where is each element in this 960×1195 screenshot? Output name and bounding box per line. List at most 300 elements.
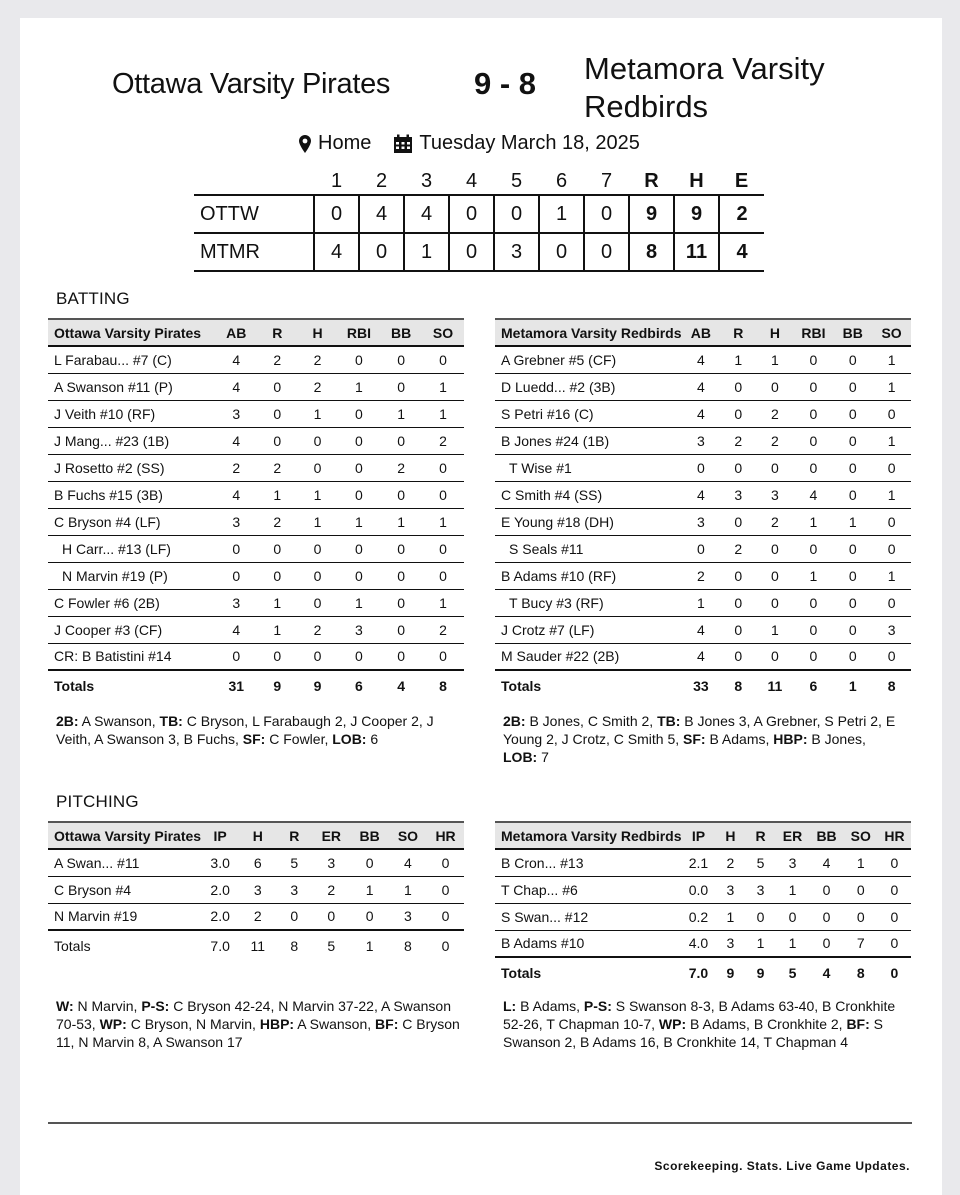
- total-r: 9: [745, 957, 775, 987]
- stat-rbi: 0: [794, 616, 834, 643]
- stat-ab: 2: [215, 454, 257, 481]
- note-key: P-S:: [141, 998, 170, 1014]
- stat-h: 0: [297, 535, 337, 562]
- player-name: M Sauder #22 (2B): [495, 643, 682, 670]
- col-header-r: R: [257, 319, 297, 346]
- total-h: 11: [756, 670, 793, 700]
- stat-so: 0: [422, 562, 464, 589]
- stat-hr: 0: [427, 876, 464, 903]
- stat-r: 0: [720, 508, 756, 535]
- inning-score: 4: [314, 233, 359, 271]
- player-name: A Swan... #11: [48, 849, 201, 876]
- location-label: Home: [318, 132, 372, 154]
- stat-rbi: 0: [338, 346, 381, 373]
- col-header-so: SO: [389, 822, 427, 849]
- total-bb: 1: [350, 930, 388, 960]
- batter-row: [495, 589, 911, 616]
- stat-r: 0: [257, 643, 297, 670]
- col-header-er: ER: [776, 822, 810, 849]
- stat-h: 3: [239, 876, 276, 903]
- col-header-bb: BB: [380, 319, 422, 346]
- batter-row: [495, 427, 911, 454]
- stat-h: 0: [297, 427, 337, 454]
- inning-score: 0: [359, 233, 404, 271]
- note-key: 2B:: [56, 713, 79, 729]
- stat-h: 2: [756, 400, 793, 427]
- stat-rbi: 0: [794, 643, 834, 670]
- stat-h: 1: [297, 481, 337, 508]
- stat-rbi: 3: [338, 616, 381, 643]
- stat-rbi: 1: [794, 508, 834, 535]
- total-r: 8: [276, 930, 312, 960]
- player-name: S Petri #16 (C): [495, 400, 682, 427]
- note-key: P-S:: [583, 998, 612, 1014]
- stat-h: 2: [239, 903, 276, 930]
- stat-so: 0: [844, 876, 878, 903]
- stat-bb: 0: [380, 346, 422, 373]
- stat-h: 0: [297, 589, 337, 616]
- stat-h: 0: [297, 643, 337, 670]
- pitching-table-home: [48, 821, 464, 960]
- stat-ab: 3: [215, 400, 257, 427]
- team-header: Metamora Varsity Redbirds: [495, 822, 682, 849]
- stat-r: 2: [720, 535, 756, 562]
- total-ab: 31: [215, 670, 257, 700]
- stat-hr: 0: [878, 903, 911, 930]
- stat-r: 3: [276, 876, 312, 903]
- batting-table-home: [48, 318, 464, 700]
- stat-rbi: 0: [794, 373, 834, 400]
- batter-row: [495, 535, 911, 562]
- away-team-name: [584, 50, 884, 126]
- batter-row: [495, 616, 911, 643]
- note-value: B Adams,: [705, 731, 774, 747]
- pitcher-row: [48, 876, 464, 903]
- stat-ab: 2: [682, 562, 721, 589]
- batting-table-away: [495, 318, 911, 700]
- note-value: S Swanson 2, B Adams 16, B Cronkhite 14, T Chapman 4: [503, 1016, 883, 1050]
- batter-row: [48, 400, 464, 427]
- stat-bb: 0: [833, 562, 872, 589]
- batter-row: [495, 643, 911, 670]
- inning-score: 1: [404, 233, 449, 271]
- total-ip: 7.0: [201, 930, 239, 960]
- col-header-r: R: [276, 822, 312, 849]
- total-rbi: 6: [794, 670, 834, 700]
- stat-r: 0: [720, 589, 756, 616]
- hits-total: 11: [674, 233, 719, 271]
- player-name: B Fuchs #15 (3B): [48, 481, 215, 508]
- hits-total: 9: [674, 195, 719, 233]
- inning-score: 1: [539, 195, 584, 233]
- pitching-table-away: [495, 821, 911, 987]
- linescore-table: [194, 168, 764, 272]
- player-name: J Veith #10 (RF): [48, 400, 215, 427]
- note-key: HBP:: [259, 1016, 295, 1032]
- note-key: SF:: [242, 731, 266, 747]
- col-header-rbi: RBI: [794, 319, 834, 346]
- stat-bb: 1: [350, 876, 388, 903]
- note-value: N Marvin,: [73, 998, 142, 1014]
- note-value: A Swanson,: [294, 1016, 376, 1032]
- stat-so: 1: [422, 400, 464, 427]
- total-so: 8: [872, 670, 911, 700]
- stat-ip: 2.1: [682, 849, 716, 876]
- batter-row: [48, 535, 464, 562]
- note-value: B Jones 3, A Grebner, S Petri 2, E Young 2, J Crotz, C Smith 5,: [503, 713, 896, 747]
- batter-row: [495, 481, 911, 508]
- batter-row: [48, 562, 464, 589]
- stat-rbi: 0: [338, 643, 381, 670]
- player-name: S Swan... #12: [495, 903, 682, 930]
- runs-header: R: [644, 169, 659, 192]
- linescore-row-home: [194, 195, 764, 233]
- total-ab: 33: [682, 670, 721, 700]
- stat-so: 1: [422, 589, 464, 616]
- note-key: HBP:: [773, 731, 808, 747]
- stat-bb: 0: [809, 903, 843, 930]
- stat-bb: 0: [833, 427, 872, 454]
- stat-bb: 0: [380, 427, 422, 454]
- stat-so: 7: [844, 930, 878, 957]
- stat-er: 2: [312, 876, 350, 903]
- col-header-h: H: [715, 822, 745, 849]
- stat-h: 3: [715, 930, 745, 957]
- stat-bb: 0: [380, 589, 422, 616]
- stat-so: 0: [422, 643, 464, 670]
- stat-rbi: 0: [794, 400, 834, 427]
- stat-ab: 4: [215, 373, 257, 400]
- total-h: 9: [297, 670, 337, 700]
- stat-h: 0: [756, 562, 793, 589]
- stat-r: 1: [720, 346, 756, 373]
- stat-h: 0: [756, 373, 793, 400]
- stat-h: 6: [239, 849, 276, 876]
- stat-r: 1: [257, 616, 297, 643]
- stat-so: 0: [422, 481, 464, 508]
- stat-hr: 0: [427, 849, 464, 876]
- stat-ab: 1: [682, 589, 721, 616]
- stat-bb: 2: [380, 454, 422, 481]
- stat-er: 3: [776, 849, 810, 876]
- stat-so: 3: [872, 616, 911, 643]
- totals-row: [48, 670, 464, 700]
- total-er: 5: [776, 957, 810, 987]
- total-bb: 4: [809, 957, 843, 987]
- stat-bb: 0: [380, 373, 422, 400]
- total-so: 8: [844, 957, 878, 987]
- player-name: B Adams #10: [495, 930, 682, 957]
- stat-ab: 4: [682, 346, 721, 373]
- stat-so: 2: [422, 427, 464, 454]
- note-key: LOB:: [503, 749, 538, 765]
- player-name: B Jones #24 (1B): [495, 427, 682, 454]
- stat-r: 1: [257, 481, 297, 508]
- total-bb: 1: [833, 670, 872, 700]
- stat-ip: 4.0: [682, 930, 716, 957]
- player-name: T Chap... #6: [495, 876, 682, 903]
- player-name: N Marvin #19 (P): [48, 562, 215, 589]
- stat-er: 3: [312, 849, 350, 876]
- note-value: B Adams, B Cronkhite 2,: [686, 1016, 847, 1032]
- batter-row: [48, 643, 464, 670]
- stat-ab: 0: [682, 535, 721, 562]
- col-header-bb: BB: [350, 822, 388, 849]
- game-meta: [298, 132, 640, 155]
- stat-r: 2: [257, 508, 297, 535]
- team-header: Ottawa Varsity Pirates: [48, 822, 201, 849]
- pitching-notes-away: [503, 997, 903, 1051]
- note-key: TB:: [657, 713, 681, 729]
- stat-bb: 0: [833, 400, 872, 427]
- inning-1-header: 1: [330, 169, 343, 192]
- stat-ab: 4: [215, 346, 257, 373]
- pitching-notes-home: [56, 997, 466, 1051]
- stat-rbi: 0: [794, 346, 834, 373]
- totals-row: [48, 930, 464, 960]
- batter-row: [48, 373, 464, 400]
- stat-ab: 4: [682, 481, 721, 508]
- total-er: 5: [312, 930, 350, 960]
- stat-so: 4: [389, 849, 427, 876]
- total-r: 9: [257, 670, 297, 700]
- stat-so: 0: [872, 535, 911, 562]
- stat-h: 2: [297, 616, 337, 643]
- note-value: C Bryson, L Farabaugh 2, J Cooper 2, J Veith, A Swanson 3, B Fuchs,: [56, 713, 434, 747]
- linescore-team-abbr: MTMR: [194, 233, 314, 271]
- stat-r: 2: [257, 454, 297, 481]
- stat-r: 0: [720, 562, 756, 589]
- player-name: A Swanson #11 (P): [48, 373, 215, 400]
- col-header-r: R: [720, 319, 756, 346]
- away-team-name-line2: Redbirds: [584, 89, 709, 124]
- stat-so: 0: [422, 535, 464, 562]
- stat-rbi: 0: [338, 427, 381, 454]
- stat-bb: 0: [350, 903, 388, 930]
- stat-h: 0: [297, 454, 337, 481]
- pitcher-row: [48, 903, 464, 930]
- linescore-team-header: [194, 168, 314, 195]
- stat-header-row: [48, 822, 464, 849]
- total-h: 11: [239, 930, 276, 960]
- stat-so: 0: [844, 903, 878, 930]
- stat-bb: 4: [809, 849, 843, 876]
- stat-bb: 0: [833, 373, 872, 400]
- note-value: A Swanson,: [78, 713, 160, 729]
- stat-h: 1: [297, 508, 337, 535]
- footer-tagline: Scorekeeping. Stats. Live Game Updates.: [654, 1159, 910, 1173]
- stat-r: 0: [257, 400, 297, 427]
- stat-h: 2: [715, 849, 745, 876]
- stat-ab: 3: [682, 427, 721, 454]
- note-key: WP:: [99, 1016, 127, 1032]
- stat-bb: 0: [350, 849, 388, 876]
- stat-h: 2: [297, 346, 337, 373]
- linescore-row-away: [194, 233, 764, 271]
- col-header-h: H: [239, 822, 276, 849]
- col-header-bb: BB: [809, 822, 843, 849]
- totals-label: Totals: [495, 957, 682, 987]
- note-key: WP:: [658, 1016, 687, 1032]
- stat-rbi: 4: [794, 481, 834, 508]
- batter-row: [495, 454, 911, 481]
- player-name: CR: B Batistini #14: [48, 643, 215, 670]
- note-key: 2B:: [503, 713, 526, 729]
- stat-ab: 3: [682, 508, 721, 535]
- player-name: J Cooper #3 (CF): [48, 616, 215, 643]
- note-value: 6: [366, 731, 379, 747]
- player-name: J Mang... #23 (1B): [48, 427, 215, 454]
- stat-r: 5: [276, 849, 312, 876]
- stat-ab: 3: [215, 589, 257, 616]
- stat-rbi: 1: [338, 373, 381, 400]
- batter-row: [48, 454, 464, 481]
- stat-bb: 0: [809, 930, 843, 957]
- col-header-rbi: RBI: [338, 319, 381, 346]
- runs-total: 9: [629, 195, 674, 233]
- batter-row: [495, 400, 911, 427]
- inning-score: 0: [449, 195, 494, 233]
- stat-bb: 0: [833, 481, 872, 508]
- player-name: T Wise #1: [495, 454, 682, 481]
- stat-ab: 4: [682, 373, 721, 400]
- player-name: A Grebner #5 (CF): [495, 346, 682, 373]
- stat-bb: 0: [833, 643, 872, 670]
- stat-rbi: 1: [794, 562, 834, 589]
- stat-bb: 1: [380, 508, 422, 535]
- stat-so: 1: [872, 346, 911, 373]
- stat-h: 1: [715, 903, 745, 930]
- stat-so: 1: [422, 373, 464, 400]
- total-h: 9: [715, 957, 745, 987]
- total-ip: 7.0: [682, 957, 716, 987]
- stat-so: 3: [389, 903, 427, 930]
- stat-so: 0: [422, 454, 464, 481]
- stat-rbi: 0: [338, 481, 381, 508]
- stat-r: 0: [257, 562, 297, 589]
- stat-bb: 0: [833, 454, 872, 481]
- player-name: E Young #18 (DH): [495, 508, 682, 535]
- note-key: LOB:: [332, 731, 367, 747]
- inning-2-header: 2: [375, 169, 388, 192]
- stat-so: 2: [422, 616, 464, 643]
- inning-score: 0: [584, 233, 629, 271]
- errors-header: E: [734, 169, 749, 192]
- stat-h: 1: [756, 346, 793, 373]
- player-name: C Bryson #4 (LF): [48, 508, 215, 535]
- totals-row: [495, 670, 911, 700]
- stat-so: 0: [872, 589, 911, 616]
- stat-r: 0: [720, 643, 756, 670]
- player-name: C Bryson #4: [48, 876, 201, 903]
- player-name: C Fowler #6 (2B): [48, 589, 215, 616]
- stat-bb: 0: [833, 535, 872, 562]
- stat-h: 1: [297, 400, 337, 427]
- batting-notes-away: [503, 712, 903, 766]
- stat-header-row: [495, 319, 911, 346]
- stat-so: 1: [872, 427, 911, 454]
- stat-ab: 0: [215, 562, 257, 589]
- col-header-h: H: [756, 319, 793, 346]
- stat-so: 0: [422, 346, 464, 373]
- note-value: C Fowler,: [265, 731, 333, 747]
- stat-ip: 2.0: [201, 876, 239, 903]
- stat-rbi: 0: [794, 427, 834, 454]
- stat-ab: 4: [215, 427, 257, 454]
- pitcher-row: [48, 849, 464, 876]
- footer-divider: [48, 1122, 912, 1124]
- team-header: Metamora Varsity Redbirds: [495, 319, 682, 346]
- batting-section-title: BATTING: [56, 289, 130, 308]
- stat-so: 1: [872, 481, 911, 508]
- stat-r: 2: [257, 346, 297, 373]
- stat-rbi: 0: [794, 589, 834, 616]
- batter-row: [495, 373, 911, 400]
- total-hr: 0: [427, 930, 464, 960]
- stat-so: 0: [872, 454, 911, 481]
- stat-h: 3: [756, 481, 793, 508]
- stat-h: 2: [756, 427, 793, 454]
- stat-ab: 3: [215, 508, 257, 535]
- stat-rbi: 0: [338, 535, 381, 562]
- total-r: 8: [720, 670, 756, 700]
- game-date: Tuesday March 18, 2025: [419, 132, 640, 154]
- pitcher-row: [495, 876, 911, 903]
- stat-r: 2: [720, 427, 756, 454]
- stat-hr: 0: [878, 849, 911, 876]
- stat-r: 0: [257, 373, 297, 400]
- stat-r: 1: [745, 930, 775, 957]
- player-name: T Bucy #3 (RF): [495, 589, 682, 616]
- stat-ip: 0.2: [682, 903, 716, 930]
- linescore-header-row: [194, 168, 764, 195]
- inning-score: 4: [359, 195, 404, 233]
- stat-ab: 4: [215, 481, 257, 508]
- stat-h: 0: [297, 562, 337, 589]
- stat-so: 1: [422, 508, 464, 535]
- stat-bb: 0: [380, 481, 422, 508]
- stat-hr: 0: [878, 930, 911, 957]
- stat-r: 0: [720, 454, 756, 481]
- total-hr: 0: [878, 957, 911, 987]
- errors-total: 4: [719, 233, 764, 271]
- note-key: L:: [503, 998, 517, 1014]
- stat-so: 0: [872, 508, 911, 535]
- home-team-name: Ottawa Varsity Pirates: [112, 68, 391, 100]
- linescore-team-abbr: OTTW: [194, 195, 314, 233]
- pitcher-row: [495, 930, 911, 957]
- inning-7-header: 7: [600, 169, 613, 192]
- stat-rbi: 1: [338, 508, 381, 535]
- stat-so: 1: [872, 562, 911, 589]
- calendar-icon: [393, 134, 413, 154]
- total-so: 8: [422, 670, 464, 700]
- player-name: J Crotz #7 (LF): [495, 616, 682, 643]
- stat-bb: 0: [380, 616, 422, 643]
- col-header-ab: AB: [682, 319, 721, 346]
- inning-score: 0: [584, 195, 629, 233]
- note-value: B Adams,: [516, 998, 584, 1014]
- col-header-bb: BB: [833, 319, 872, 346]
- col-header-hr: HR: [427, 822, 464, 849]
- player-name: S Seals #11: [495, 535, 682, 562]
- batter-row: [48, 481, 464, 508]
- stat-ab: 4: [682, 643, 721, 670]
- stat-h: 2: [756, 508, 793, 535]
- inning-score: 4: [404, 195, 449, 233]
- stat-r: 0: [257, 427, 297, 454]
- stat-rbi: 0: [338, 454, 381, 481]
